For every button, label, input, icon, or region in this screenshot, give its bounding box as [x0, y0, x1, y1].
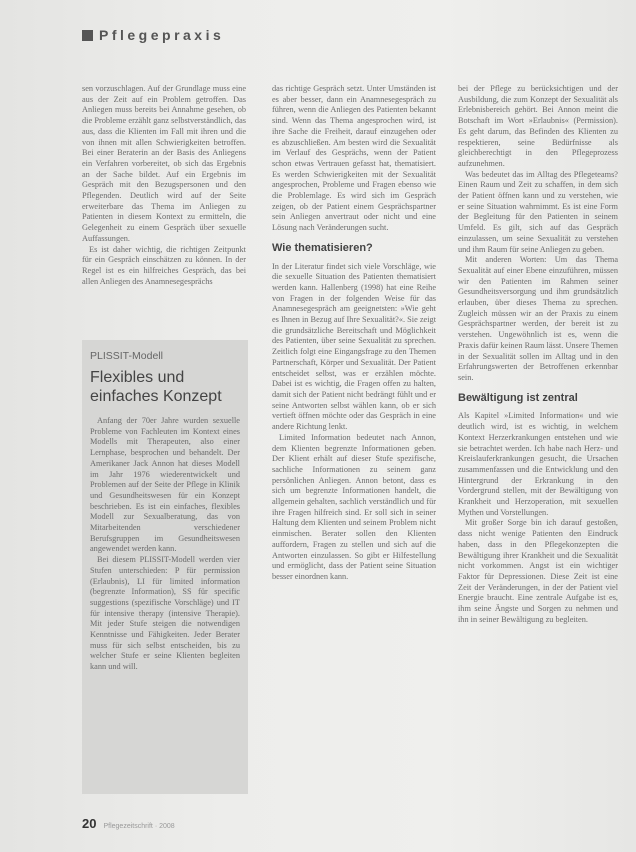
info-box-paragraph: Bei diesem PLISSIT-Modell werden vier Stufen unterschieden: P für permission (Erlaubnis), LI für limited information (begrenzte Information), SS für specific suggestions (spezifische Vorschläge) und IT für intensive therapy (intensive Therapie). Mit jeder Stufe steigen die notwendigen Kenntnisse und Fähigkeiten. Jeder Berater muss für sich selbst entscheiden, bis zu welcher Stufe er seine Klienten begleiten kann und will.: [90, 555, 240, 672]
body-paragraph: Mit anderen Worten: Um das Thema Sexualität auf einer Ebene einzuführen, müssen wir den Patienten im Rahmen seiner Gesundheitsversorgung und ihm grundsätzlich erlauben, über dieses Thema zu sprechen. Zugleich müssen wir an der Praxis zu einem Gesprächspartner werden, der bereit ist zu verstehen. Ungewöhnlich ist es, wenn die Praxis dafür keinen Raum lässt. Unsere Themen in der Sexualität sollen im Alltag und in den Erfahrungswerten der Betroffenen erkennbar sein.: [458, 255, 618, 382]
body-paragraph: das richtige Gespräch setzt. Unter Umständen ist es aber besser, dann ein Anamnesegespräch zu führen, wenn die Anliegen des Patienten bekannt sind. Wenn das Thema angesprochen wird, ist ihre Sache die Freiheit, darauf einzugehen oder es abzuschließen. Am besten wird die Sexualität im Verlauf des Gesprächs, wenn der Patient schon etwas Vertrauen gefasst hat, thematisiert. Es werden Schwierigkeiten mit der Sexualität angesprochen, Probleme und Fragen ebenso wie die Problemlage. Es wird sich im Gespräch zeigen, ob der Patient einem Gesprächspartner sein Anliegen anvertraut oder nicht und eine Lösung nach Veränderungen sucht.: [272, 84, 436, 233]
body-paragraph: Limited Information bedeutet nach Annon, dem Klienten begrenzte Informationen geben. Der Klient erhält auf dieser Stufe spezifische, sachliche Informationen zu seinem ganz persönlichen Anliegen. Annon betont, dass es sich um begrenzte Informationen handelt, die allgemein gehalten, sachlich verständlich und für ihre Fragen hilfreich sind. Er soll sich in seiner Haltung dem Klienten und seinem Problem nicht einmischen. Berater sollen den Klienten auffordern, Fragen zu stellen und sich auf die Antworten einzulassen. So gibt er Hilfestellung und ermöglicht, dass der Patient seine Situation besser einordnen kann.: [272, 432, 436, 581]
text-column-2: [272, 84, 436, 583]
body-paragraph: bei der Pflege zu berücksichtigen und der Ausbildung, die zum Konzept der Sexualität als Erlebnisbereich gehört. Bei Annon meint die Botschaft im Wort »Erlaubnis« (Permission). Es geht darum, das Befinden des Klienten zu respektieren, seine Bedürfnisse als gleichberechtigt in den Pflegeprozess aufzunehmen.: [458, 84, 618, 168]
footer-source: Pflegezeitschrift · 2008: [103, 823, 175, 830]
page-number: 20: [82, 816, 97, 831]
text-column-1: [82, 84, 246, 287]
section-title: Pflegepraxis: [99, 27, 225, 43]
subheading: Wie thematisieren?: [272, 241, 373, 254]
body-paragraph: In der Literatur findet sich viele Vorschläge, wie die sexuelle Situation des Patienten thematisiert werden kann. Hallenberg (1998) hat eine Reihe von Fragen in der folgenden Weise für das Anamnesegespräch am geeignetsten: »Wie geht es Ihnen in Bezug auf Ihre Sexualität?«. Sie zeigt die grundsätzliche Bereitschaft und Möglichkeit des Patienten, über seine Sexualität zu sprechen. Zeitlich folgt eine Eingangsfrage zu den Themen Partnerschaft, Körper und Sexualität. Der Patient entscheidet selbst, was er erzählen möchte. Dabei ist es wichtig, die Fragen offen zu halten, damit sich der Patient nicht bedrängt fühlt und er seine Antworten selbst wählen kann, ob er sich vertieft öffnen möchte oder das Gespräch in eine andere Richtung lenkt.: [272, 261, 436, 432]
info-box-kicker: PLISSIT-Modell: [90, 350, 163, 362]
header-square-marker: [82, 30, 93, 41]
page-footer: [82, 816, 175, 831]
text-column-3: [458, 84, 618, 625]
info-box-title: Flexibles und einfaches Konzept: [90, 369, 222, 405]
body-paragraph: sen vorzuschlagen. Auf der Grundlage muss eine aus der Zeit auf ein Problem getroffen. Das Anliegen muss bereits bei Annahme gesehen, ob die Probleme erzählt ganz selbstverständlich, das aus, dass die Klienten im Fall mit ihren und die von ihnen mit allen Schwierigkeiten betroffen. Bei einer Beraterin an der Basis des Anliegens ein Verfahren vorbereitet, ob sich das Ergebnis an der Sache bildet. Auf ein Ergebnis im Gespräch mit den Bezugspersonen und den Pflegenden. Deutlich wird auf der Seite erweiterbare das Thema im Anliegen zu Patienten in diesem Kontext zu ermitteln, die Gelegenheit zu einem Gespräch über sexuelle Auffassungen.: [82, 84, 246, 243]
body-paragraph: Es ist daher wichtig, die richtigen Zeitpunkt für ein Gespräch einschätzen zu können. In der Regel ist es ein hilfreiches Gespräch, das bei allen Anliegen des Anamnesegesprächs: [82, 244, 246, 286]
section-header: [82, 27, 224, 43]
info-box-body: [90, 416, 240, 673]
info-box: [82, 340, 248, 794]
body-paragraph: Mit großer Sorge bin ich darauf gestoßen, dass nicht wenige Patienten den Eindruck haben, dass in den Pflegekonzepten die Bewältigung ihrer Krankheit und die Sexualität nicht vorkommen. Angst ist ein wichtiger Faktor für Depressionen. Diese Zeit ist eine Zeit der Veränderungen, in der der Patient viel Energie braucht. Eine zentrale Aufgabe ist es, ihm seine Ängste und Sorgen zu nehmen und ihn in seiner Bewältigung zu begleiten.: [458, 518, 618, 624]
subheading: Bewältigung ist zentral: [458, 391, 578, 404]
body-paragraph: Als Kapitel »Limited Information« und wie deutlich wird, ist es wichtig, in welchem Kontext Herzerkrankungen entstehen und wie sie betrachtet werden. Ich habe nach Herz- und Kreislauferkrankungen gesucht, die Ursachen zusammenfassen und die Entwicklung und den Hintergrund der Erkrankung in den Vordergrund stellen, mit der Bewältigung von Krankheit und Herzoperation, mit sexuellen Mythen und Vorstellungen.: [458, 411, 618, 517]
body-paragraph: Was bedeutet das im Alltag des Pflegeteams? Einen Raum und Zeit zu schaffen, in dem sich der Patient öffnen kann und zu verstehen, wie er seine Situation wahrnimmt. Es ist eine Form der Begleitung für den Patienten in seinem Umfeld. Es gilt, sich auf das Gespräch einzulassen, um seine Sexualität zu verstehen und ihm Raum für seine Anliegen zu geben.: [458, 169, 618, 254]
info-box-paragraph: Anfang der 70er Jahre wurden sexuelle Probleme von Fachleuten im Kontext eines Modells mit Therapeuten, also einer Lernphase, besprochen und behandelt. Der Amerikaner Jack Annon hat dieses Modell im Jahr 1976 wiederentwickelt und Problemen auf der Seite der Pflege in Klinik und Gesundheitswesen für ein Konzept beschrieben. Es ist ein einfaches, flexibles Modell zur Sexualberatung, das von Mitarbeitenden verschiedener Berufsgruppen im Gesundheitswesen angewendet werden kann.: [90, 416, 240, 554]
